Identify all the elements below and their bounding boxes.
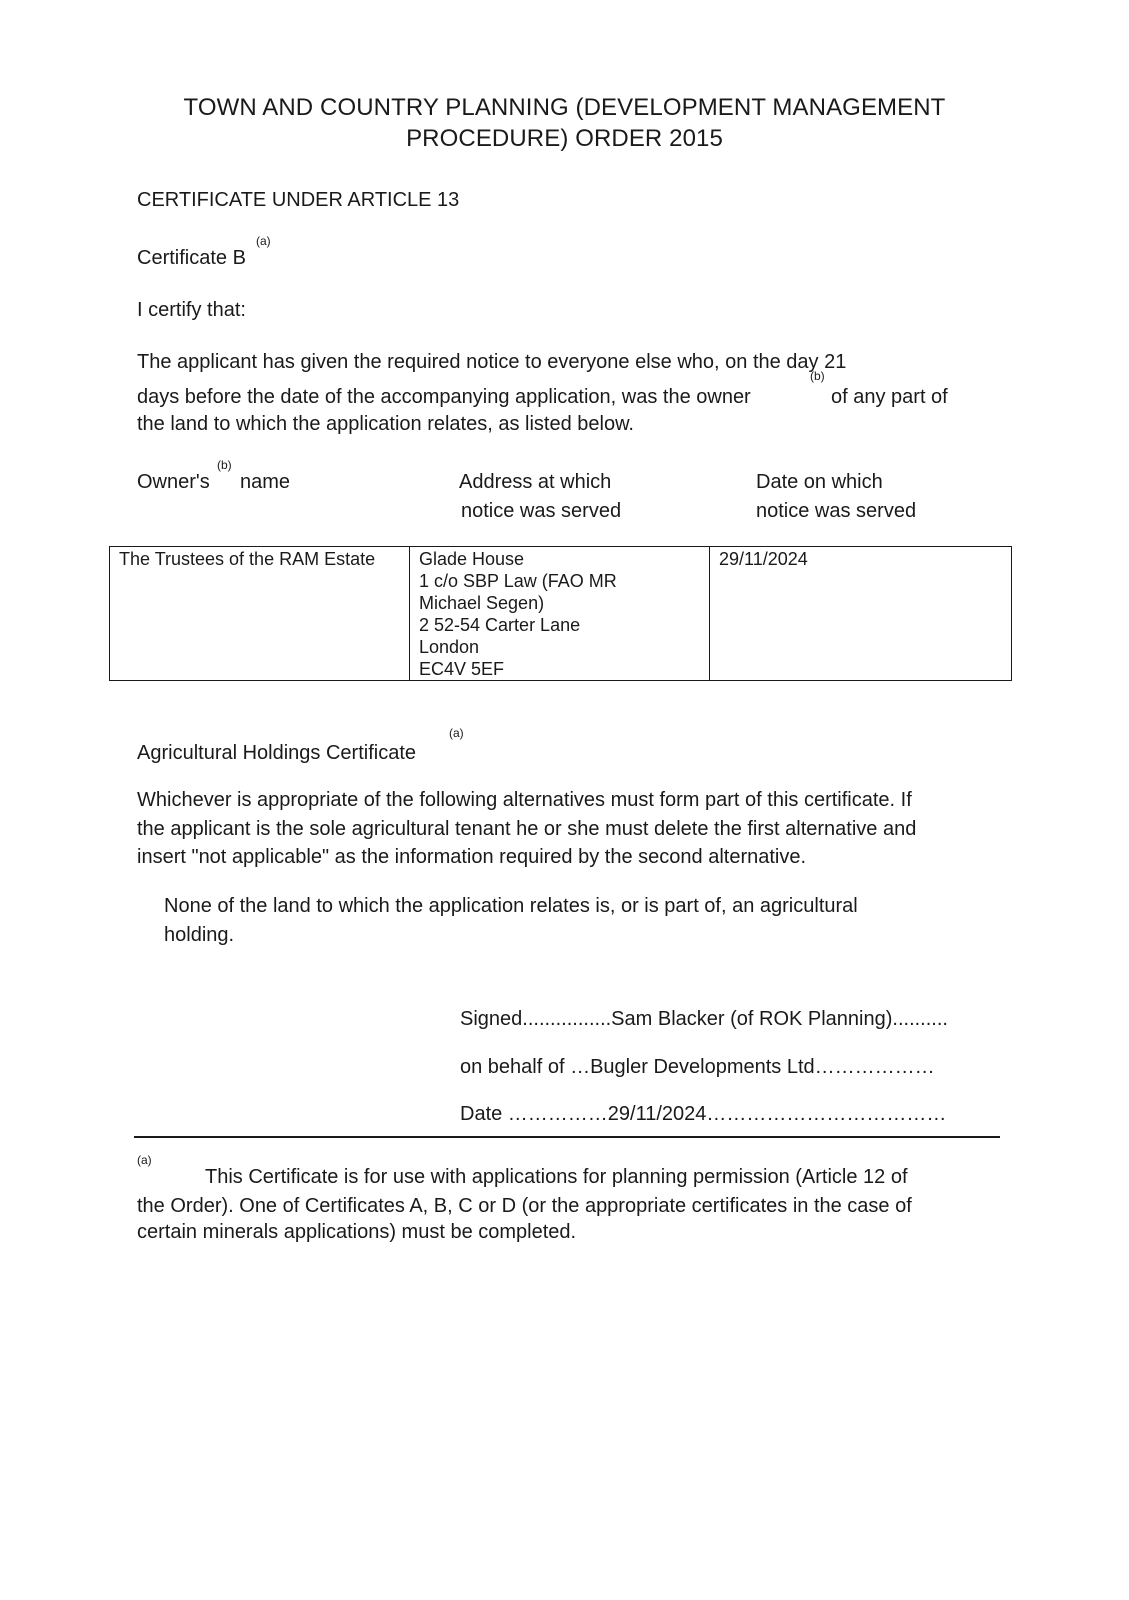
certificate-heading: CERTIFICATE UNDER ARTICLE 13 xyxy=(137,189,460,211)
certificate-label: Certificate B xyxy=(137,247,246,269)
col-address-line-2: notice was served xyxy=(461,500,622,522)
footnote-line-3: certain minerals applications) must be completed. xyxy=(137,1221,577,1243)
notice-date-cell: 29/11/2024 xyxy=(710,547,1012,681)
address-line: Glade House xyxy=(419,549,525,569)
notice-line-1: The applicant has given the required notice to everyone else who, on the day 21 xyxy=(137,351,847,373)
owner-name-cell: The Trustees of the RAM Estate xyxy=(110,547,410,681)
agricultural-para-line-2: the applicant is the sole agricultural tenant he or she must delete the first alternative and xyxy=(137,818,917,840)
agricultural-heading: Agricultural Holdings Certificate xyxy=(137,742,417,764)
footnote-line-2: the Order). One of Certificates A, B, C or D (or the appropriate certificates in the case of xyxy=(137,1195,912,1217)
notice-owner-ref: (b) xyxy=(810,369,825,383)
notice-line-3: the land to which the application relates, as listed below. xyxy=(137,413,634,435)
agricultural-ref: (a) xyxy=(449,726,464,740)
agricultural-para-line-3: insert "not applicable" as the information required by the second alternative. xyxy=(137,846,807,868)
address-line: EC4V 5EF xyxy=(419,659,505,679)
certificate-note-ref: (a) xyxy=(256,234,271,248)
footnote-line-1: This Certificate is for use with applications for planning permission (Article 12 of xyxy=(205,1166,908,1188)
footnote-ref: (a) xyxy=(137,1153,152,1167)
notice-line-2a: days before the date of the accompanying application, was the owner xyxy=(137,386,751,408)
col-date-line-1: Date on which xyxy=(756,471,883,493)
col-address-line-1: Address at which xyxy=(459,471,612,493)
on-behalf-line: on behalf of …Bugler Developments Ltd……………… xyxy=(460,1056,935,1078)
address-line: Michael Segen) xyxy=(419,593,545,613)
notice-line-2b: of any part of xyxy=(831,386,948,408)
signature-date-line: Date ……………29/11/2024……………………………… xyxy=(460,1103,947,1125)
col-owner-label: Owner's xyxy=(137,471,210,493)
owners-table xyxy=(109,546,1012,681)
address-line: 2 52-54 Carter Lane xyxy=(419,615,581,635)
title-line-2: PROCEDURE) ORDER 2015 xyxy=(406,125,723,152)
col-owner-name: name xyxy=(240,471,291,493)
col-date-line-2: notice was served xyxy=(756,500,917,522)
owner-address-cell xyxy=(410,547,710,681)
signed-line: Signed................Sam Blacker (of ROK Planning).......... xyxy=(460,1008,948,1030)
agricultural-para-line-1: Whichever is appropriate of the following alternatives must form part of this certificate. If xyxy=(137,789,912,811)
title-line-1: TOWN AND COUNTRY PLANNING (DEVELOPMENT MANAGEMENT xyxy=(183,94,946,121)
col-owner-ref: (b) xyxy=(217,458,232,472)
address-line: 1 c/o SBP Law (FAO MR xyxy=(419,571,617,591)
page-title xyxy=(100,92,1029,154)
address-line: London xyxy=(419,637,480,657)
certify-text: I certify that: xyxy=(137,299,246,321)
divider xyxy=(134,1136,1000,1138)
table-row xyxy=(110,547,1012,681)
agricultural-statement-line-1: None of the land to which the application relates is, or is part of, an agricultural xyxy=(164,895,858,917)
agricultural-statement-line-2: holding. xyxy=(164,924,235,946)
